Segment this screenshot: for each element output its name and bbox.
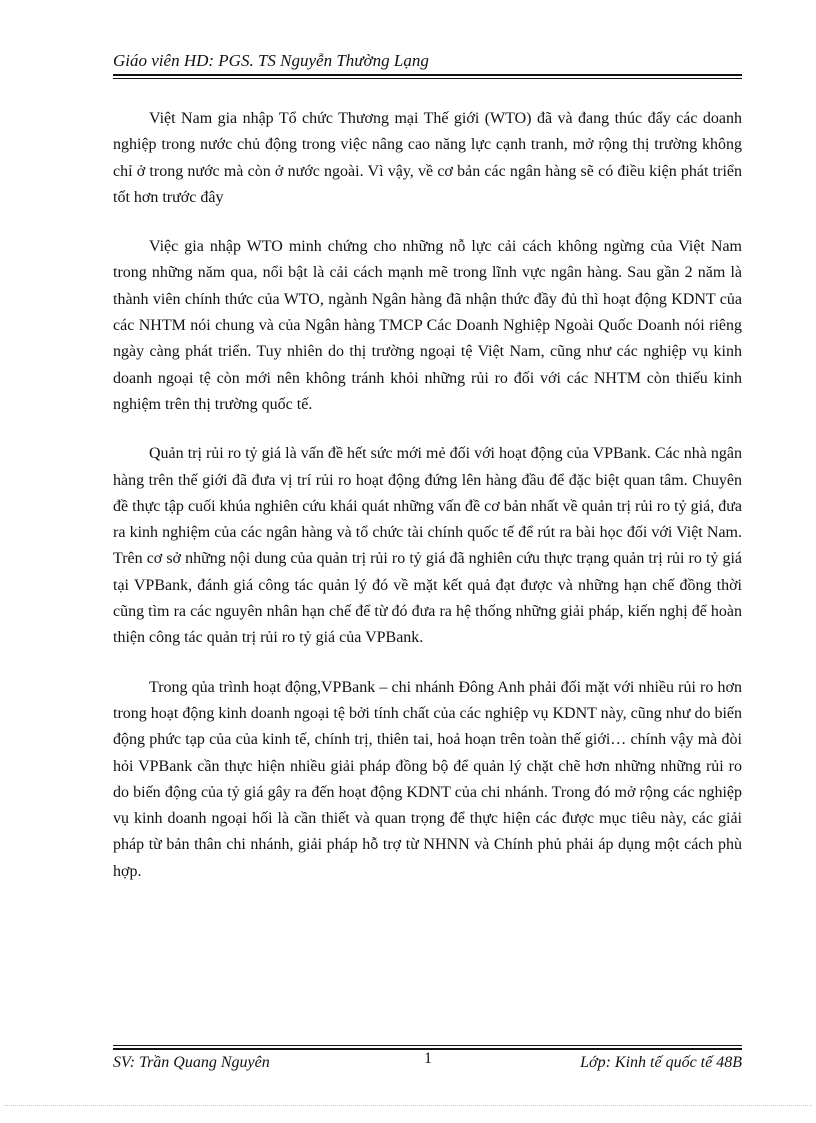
page-header-advisor: Giáo viên HD: PGS. TS Nguyễn Thường Lạng (113, 51, 429, 70)
page-footer (113, 1052, 742, 1074)
document-body (113, 106, 742, 908)
header-divider-thin (113, 78, 742, 79)
paragraph-vpbank-branch: Trong qủa trình hoạt động,VPBank – chi nhánh Đông Anh phải đối mặt với nhiều rủi ro hơn trong hoạt động kinh doanh ngoại tệ bởi tính chất của các nghiệp vụ KDNT này, cũng như do biến động phức tạp của của kinh tế, chính trị, thiên tai, hoả hoạn trên toàn thế giới… chính vậy mà đòi hỏi VPBank cần thực hiện nhiều giải pháp đồng bộ để quản lý chặt chẽ hơn những những rủi ro do biến động của tỷ giá gây ra đến hoạt động KDNT của chi nhánh. Trong đó mở rộng các nghiệp vụ kinh doanh ngoại hối là cần thiết và quan trọng để thực hiện các được mục tiêu này, các giải pháp từ bản thân chi nhánh, giải pháp hỗ trợ từ NHNN và Chính phủ phải áp dụng một cách phù hợp. (113, 678, 742, 880)
footer-divider-thin (113, 1045, 742, 1046)
footer-class-name: Lớp: Kinh tế quốc tế 48B (580, 1054, 742, 1071)
paragraph-wto-accession: Việt Nam gia nhập Tổ chức Thương mại Thế giới (WTO) đã và đang thúc đẩy các doanh nghiệp trong nước chủ động trong việc nâng cao năng lực cạnh tranh, mở rộng thị trường không chỉ ở trong nước mà còn ở nước ngoài. Vì vậy, về cơ bản các ngân hàng sẽ có điều kiện phát triển tốt hơn trước đây (113, 110, 742, 206)
page-edge-dotted-line (4, 1105, 812, 1106)
page-number: 1 (424, 1050, 432, 1067)
paragraph-fx-risk-management: Quản trị rủi ro tỷ giá là vấn đề hết sức mới mẻ đối với hoạt động của VPBank. Các nhà ngân hàng trên thế giới đã đưa vị trí rủi ro hoạt động đứng lên hàng đầu để đặc biệt quan tâm. Chuyên đề thực tập cuối khúa nghiên cứu khái quát những vấn đề cơ bản nhất về quản trị rủi ro tỷ giá, đưa ra kinh nghiệm của các ngân hàng và tổ chức tài chính quốc tế để rút ra bài học đối với Việt Nam. Trên cơ sở những nội dung của quản trị rủi ro tỷ giá đã nghiên cứu thực trạng quản trị rủi ro tỷ giá tại VPBank, đánh giá công tác quản lý đó về mặt kết quả đạt được và những hạn chế đồng thời cũng tìm ra các nguyên nhân hạn chế để từ đó đưa ra hệ thống những giải pháp, kiến nghị để hoàn thiện công tác quản trị rủi ro tỷ giá của VPBank. (113, 445, 742, 647)
footer-student-name: SV: Trần Quang Nguyên (113, 1054, 270, 1071)
header-divider-thick (113, 74, 742, 76)
paragraph-wto-reform: Việc gia nhập WTO minh chứng cho những nỗ lực cải cách không ngừng của Việt Nam trong những năm qua, nổi bật là cải cách mạnh mẽ trong lĩnh vực ngân hàng. Sau gần 2 năm là thành viên chính thức của WTO, ngành Ngân hàng đã nhận thức đầy đủ thì hoạt động KDNT của các NHTM nói chung và của Ngân hàng TMCP Các Doanh Nghiệp Ngoài Quốc Doanh nói riêng ngày càng phát triển. Tuy nhiên do thị trường ngoại tệ Việt Nam, cũng như các nghiệp vụ kinh doanh ngoại tệ còn mới nên không tránh khỏi những rủi ro đối với các NHTM còn thiếu kinh nghiệm trên thị trường quốc tế. (113, 238, 742, 413)
